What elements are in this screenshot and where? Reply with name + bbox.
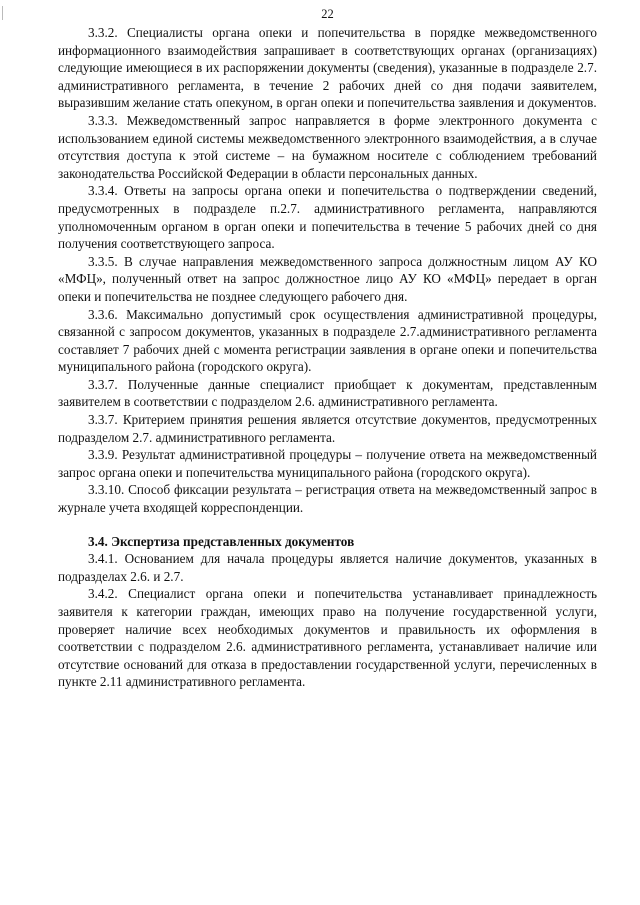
paragraph-3-3-9: 3.3.9. Результат административной процедуры – получение ответа на межведомственный запрос органа опеки и попечительства муниципального района (городского округа). [58,447,597,480]
paragraph-3-3-4: 3.3.4. Ответы на запросы органа опеки и попечительства о подтверждении сведений, предусмотренных в подразделе п.2.7. административного регламента, направляются уполномоченным органом в орган опеки и попечительства в течение 5 рабочих дней со дня получения соответствующего запроса. [58,183,597,252]
scan-edge-mark [2,6,7,20]
paragraph-3-3-5: 3.3.5. В случае направления межведомственного запроса должностным лицом АУ КО «МФЦ», полученный ответ на запрос должностное лицо АУ КО «МФЦ» передает в орган опеки и попечительства не позднее следующего рабочего дня. [58,253,597,304]
paragraph-3-3-6: 3.3.6. Максимально допустимый срок осуществления административной процедуры, связанной с запросом документов, указанных в подразделе 2.7.административного регламента составляет 7 рабочих дней с момента регистрации заявления в органе опеки и попечительства муниципального района (городского округа). [58,306,597,375]
page-number: 22 [321,7,334,21]
paragraph-3-3-2: 3.3.2. Специалисты органа опеки и попечительства в порядке межведомственного информационного взаимодействия запрашивает в соответствующих органах (организациях) следующие имеющиеся в их распоряжении документы (сведения), указанные в подразделе 2.7. административного регламента, в течение 2 рабочих дней со дня подачи заявителем, выразившим желание стать опекуном, в орган опеки и попечительства заявления и документов. [58,25,597,111]
paragraph-3-3-3: 3.3.3. Межведомственный запрос направляется в форме электронного документа с использованием единой системы межведомственного электронного взаимодействия, а в случае отсутствия доступа к этой системе – на бумажном носителе с соблюдением требований законодательства Российской Федерации в области персональных данных. [58,112,597,181]
section-heading-3-4: 3.4. Экспертиза представленных документов [88,533,355,549]
paragraph-3-4-1: 3.4.1. Основанием для начала процедуры является наличие документов, указанных в подразделах 2.6. и 2.7. [58,551,597,584]
paragraph-3-3-7: 3.3.7. Полученные данные специалист приобщает к документам, представленным заявителем в соответствии с подразделом 2.6. административного регламента. [58,376,597,410]
paragraph-3-3-7-criterion: 3.3.7. Критерием принятия решения является отсутствие документов, предусмотренных подразделом 2.7. административного регламента. [58,412,597,445]
paragraph-3-4-2: 3.4.2. Специалист органа опеки и попечительства устанавливает принадлежность заявителя к категории граждан, имеющих право на получение государственной услуги, проверяет наличие всех необходимых документов и правильность их оформления в соответствии с подразделом 2.6. административного регламента, устанавливает наличие или отсутствие оснований для отказа в предоставлении государственной услуги, перечисленных в пункте 2.11 административного регламента. [58,586,597,690]
paragraph-3-3-10: 3.3.10. Способ фиксации результата – регистрация ответа на межведомственный запрос в журнале учета входящей корреспонденции. [58,482,597,516]
document-page [58,0,597,691]
